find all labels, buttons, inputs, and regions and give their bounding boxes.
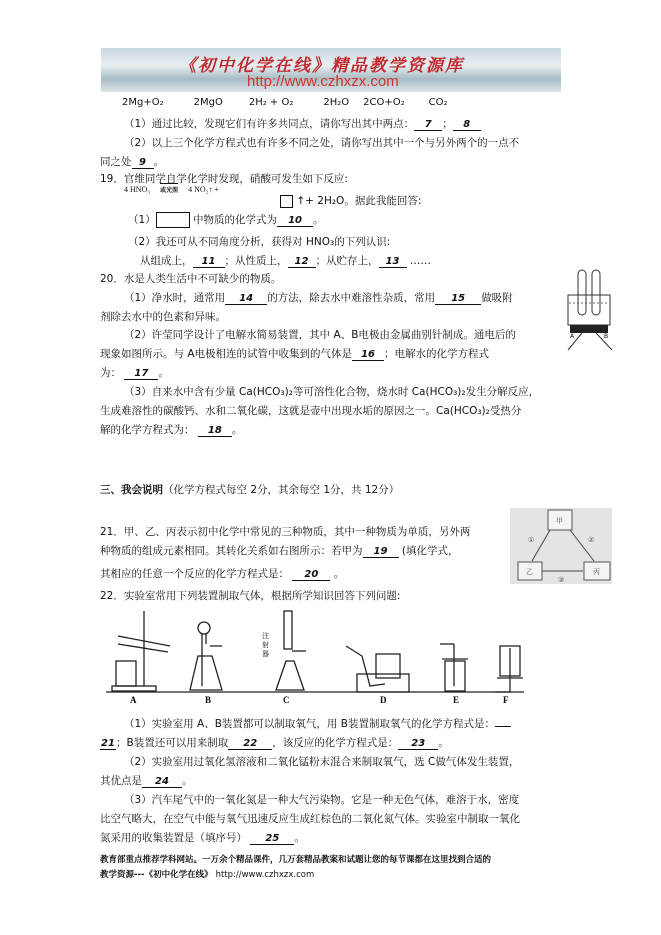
q18-part1: [124, 116, 481, 131]
q20-part3b: 生成难溶性的碳酸钙、水和二氧化碳，这就是壶中出现水垢的原因之一。Ca(HCO₃)₂受热分: [100, 405, 522, 417]
label-a: A: [130, 695, 137, 704]
equation-part: CO₂: [428, 97, 448, 108]
text: ↑+ 2H₂O。据此我能回答:: [296, 195, 422, 207]
q20-part1: [124, 290, 513, 305]
blank-19[interactable]: 19: [363, 546, 399, 558]
q19-formula-right: [280, 193, 421, 208]
label-f: F: [503, 695, 509, 704]
q19-formula: [124, 183, 219, 194]
q18-part2b: [100, 154, 164, 169]
text: 现象如图所示。与 A电极相连的试管中收集到的气体是: [100, 348, 353, 360]
text: 。: [313, 214, 324, 226]
blank-11[interactable]: 11: [193, 256, 225, 268]
q22-part3: （3）汽车尾气中的一氧化氮是一种大气污染物。它是一种无色气体，难溶于水，密度: [124, 794, 520, 806]
text: ；: [442, 118, 453, 130]
q20-part3: （3）自来水中含有少量 Ca(HCO₃)₂等可溶性化合物，烧水时 Ca(HCO₃)₂发生分解反应，: [124, 386, 540, 398]
text: 氮采用的收集装置是（填序号）: [100, 832, 247, 844]
q18-part2: （2）以上三个化学方程式也有许多不同之处，请你写出其中一个与另外两个的一点不: [124, 137, 520, 149]
q19-stem: 19．官维同学自学化学时发现，硝酸可发生如下反应:: [100, 173, 348, 185]
blank-24[interactable]: 24: [142, 776, 182, 788]
electrolysis-figure: [560, 265, 620, 355]
q20-part3c: [100, 422, 242, 437]
equation-part: 2Mg+O₂: [122, 97, 164, 108]
text: 种物质的组成元素相同。其转化关系如右图所示：若甲为: [100, 545, 363, 557]
footer-url[interactable]: http://www.czhxzx.com: [215, 870, 315, 880]
syringe-label: 注射器: [262, 632, 269, 658]
text: ，该反应的化学方程式是：: [272, 737, 399, 749]
banner-url[interactable]: http://www.czhxzx.com: [247, 73, 399, 90]
q20-part1b: 剂除去水中的色素和异味。: [100, 311, 226, 323]
node-yi: 乙: [526, 568, 533, 576]
reaction-2: ②: [588, 536, 595, 544]
label-b: B: [205, 695, 212, 704]
q22-part3b: 比空气略大，在空气中能与氧气迅速反应生成红棕色的二氧化氮气体。实验室中制取一氧化: [100, 813, 520, 825]
text: 从组成上，: [140, 255, 193, 267]
blank-12[interactable]: 12: [288, 256, 316, 268]
text: 。: [231, 424, 243, 436]
blank-16[interactable]: 16: [352, 349, 384, 361]
text: ；B装置还可以用来制取: [116, 737, 229, 749]
q20-stem: 20．水是人类生活中不可缺少的物质。: [100, 273, 282, 285]
reaction-3: ③: [558, 576, 565, 584]
label-c: C: [283, 695, 290, 704]
section-note: （化学方程式每空 2分，其余每空 1分，共 12分）: [163, 484, 400, 496]
q21-line1: 21．甲、乙、丙表示初中化学中常见的三种物质，其中一种物质为单质，另外两: [100, 526, 471, 538]
q22-part1b: [100, 735, 449, 750]
text: 同之处: [100, 156, 132, 168]
text: 。: [153, 156, 164, 168]
q21-line3: [100, 566, 344, 581]
text: （1）净水时，通常用: [124, 292, 226, 304]
equation-part: 2H₂O: [323, 97, 350, 108]
text: 教学资源---《初中化学在线》: [100, 870, 213, 880]
text: (填化学式，: [401, 545, 459, 557]
text: 。: [438, 737, 449, 749]
text: 其优点是: [100, 775, 142, 787]
text: 。: [182, 775, 193, 787]
text: 4 NO₂↑ +: [188, 185, 219, 194]
text: 解的化学方程式为：: [100, 424, 195, 436]
blank-20[interactable]: 20: [292, 569, 330, 581]
q22-part3c: [100, 830, 305, 845]
text: 为：: [100, 367, 121, 379]
reaction-1: ①: [528, 536, 535, 544]
footer-line2: [100, 868, 314, 880]
unknown-box: [280, 195, 293, 208]
equations-row: [122, 97, 447, 108]
text: （1）通过比较，发现它们有许多共同点，请你写出其中两点：: [124, 118, 415, 130]
text: 4 HNO₃: [124, 185, 151, 194]
blank-21-start[interactable]: [495, 726, 511, 727]
q19-part1: [128, 212, 324, 228]
text: ；电解水的化学方程式: [384, 348, 490, 360]
equation-part: 2MgO: [193, 97, 223, 108]
q21-line2: [100, 543, 458, 558]
label-d: D: [380, 695, 387, 704]
blank-21[interactable]: 21: [101, 738, 115, 749]
header-banner: [101, 48, 561, 92]
banner-title: 《初中化学在线》精品教学资源库: [179, 56, 464, 76]
equation-part: 2CO+O₂: [363, 97, 405, 108]
blank-7[interactable]: 7: [414, 119, 442, 131]
section-title: 三、我会说明: [100, 484, 163, 496]
q20-part2c: [100, 365, 169, 380]
node-jia: 甲: [556, 517, 563, 525]
node-bing: 丙: [593, 568, 600, 576]
q22-stem: 22．实验室常用下列装置制取气体，根据所学知识回答下列问题:: [100, 590, 401, 602]
q20-part2: （2）许莹同学设计了电解水简易装置，其中 A、B电极由金属曲别针制成。通电后的: [124, 329, 516, 341]
text: ；从贮存上，: [315, 255, 379, 267]
blank-25[interactable]: 25: [250, 833, 294, 845]
conversion-diagram: [510, 508, 612, 584]
text: 。: [294, 832, 305, 844]
q22-part2b: [100, 773, 193, 788]
blank-23[interactable]: 23: [398, 738, 438, 750]
text: 做吸附: [481, 292, 513, 304]
q22-part1: [124, 716, 511, 731]
blank-10[interactable]: 10: [277, 215, 313, 227]
label-b: B: [604, 333, 609, 340]
blank-22[interactable]: 22: [228, 738, 272, 750]
blank-17[interactable]: 17: [124, 368, 158, 380]
text: ……: [409, 255, 431, 267]
blank-9[interactable]: 9: [132, 157, 154, 169]
text: 的方法，除去水中难溶性杂质，常用: [267, 292, 436, 304]
q20-part2b: [100, 346, 489, 361]
text: 。: [333, 568, 345, 580]
reaction-condition: 或光照: [160, 183, 178, 194]
blank-14[interactable]: 14: [225, 293, 267, 305]
text: 中物质的化学式为: [193, 214, 278, 226]
q19-part3: [140, 253, 431, 268]
blank-8[interactable]: 8: [453, 119, 481, 131]
text: 其相应的任意一个反应的化学方程式是：: [100, 568, 289, 580]
blank-18[interactable]: 18: [198, 425, 232, 437]
unknown-box: [156, 212, 190, 228]
q19-part2: （2）我还可从不同角度分析，获得对 HNO₃的下列认识:: [128, 236, 391, 248]
text: ；从性质上，: [224, 255, 288, 267]
footer-line1: 教育部重点推荐学科网站。一万余个精品课件，几万套精品教案和试题让您的每节课都在这里找到合适的: [100, 855, 492, 865]
apparatus-figure: [100, 606, 540, 704]
text: （1）: [128, 214, 156, 226]
blank-13[interactable]: 13: [379, 256, 407, 268]
label-e: E: [453, 695, 460, 704]
section3-heading: [100, 482, 399, 497]
text: 。: [158, 367, 169, 379]
text: （1）实验室用 A、B装置都可以制取氧气，用 B装置制取氧气的化学方程式是：: [124, 718, 495, 730]
blank-15[interactable]: 15: [435, 293, 481, 305]
label-a: A: [570, 333, 575, 340]
equation-part: 2H₂ + O₂: [248, 97, 294, 108]
q22-part2: （2）实验室用过氧化氢溶液和二氧化锰粉末混合来制取氧气，选 C做气体发生装置，: [124, 756, 520, 768]
